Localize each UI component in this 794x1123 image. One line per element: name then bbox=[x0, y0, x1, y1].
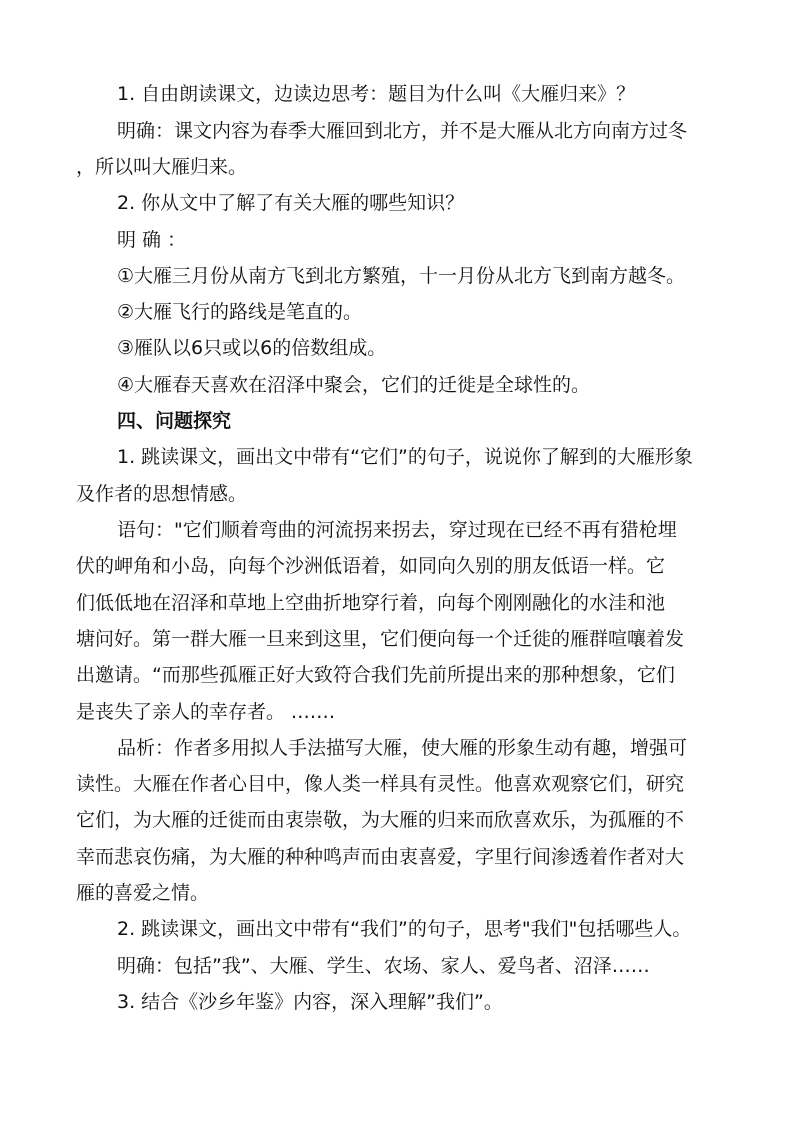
answer-1-line-2: ，所以叫大雁归来。 bbox=[76, 156, 248, 178]
analysis-line-4: 幸而悲哀伤痛，为大雁的种种鸣声而由衷喜爱，字里行间渗透着作者对大 bbox=[76, 846, 685, 868]
quote-line-1: 语句："它们顺着弯曲的河流拐来拐去，穿过现在已经不再有猎枪埋 bbox=[117, 519, 677, 541]
quote-line-5: 出邀请。“而那些孤雁正好大致符合我们先前所提出来的那种想象，它们 bbox=[76, 664, 675, 686]
quote-line-2: 伏的岬角和小岛，向每个沙洲低语着，如同向久别的朋友低语一样。它 bbox=[76, 555, 666, 577]
question-2: 2. 你从文中了解了有关大雁的哪些知识？ bbox=[117, 192, 465, 214]
analysis-line-3: 它们，为大雁的迁徙而由衷崇敬，为大雁的归来而欣喜欢乐，为孤雁的不 bbox=[76, 809, 685, 831]
answer-task-2: 明确：包括”我”、大雁、学生、农场、家人、爱鸟者、沼泽…… bbox=[117, 955, 650, 977]
fact-1: ①大雁三月份从南方飞到北方繁殖，十一月份从北方飞到南方越冬。 bbox=[117, 265, 686, 287]
question-1: 1. 自由朗读课文，边读边思考：题目为什么叫《大雁归来》？ bbox=[117, 83, 636, 105]
fact-2: ②大雁飞行的路线是笔直的。 bbox=[117, 301, 363, 323]
task-2: 2. 跳读课文，画出文中带有“我们”的句子，思考"我们"包括哪些人。 bbox=[117, 918, 692, 940]
fact-4: ④大雁春天喜欢在沼泽中聚会，它们的迁徙是全球性的。 bbox=[117, 374, 591, 396]
answer-1-line-1: 明确：课文内容为春季大雁回到北方，并不是大雁从北方向南方过冬 bbox=[117, 120, 688, 142]
quote-line-6: 是丧失了亲人的幸存者。 .…… bbox=[76, 701, 336, 723]
task-3: 3. 结合《沙乡年鉴》内容，深入理解”我们”。 bbox=[117, 991, 503, 1013]
quote-line-3: 们低低地在沼泽和草地上空曲折地穿行着，向每个刚刚融化的水洼和池 bbox=[76, 592, 666, 614]
task-1-line-2: 及作者的思想情感。 bbox=[76, 483, 248, 505]
analysis-line-5: 雁的喜爱之情。 bbox=[76, 882, 210, 904]
analysis-line-1: 品析：作者多用拟人手法描写大雁，使大雁的形象生动有趣，增强可 bbox=[117, 737, 688, 759]
section-heading: 四、问题探究 bbox=[117, 410, 232, 432]
fact-3: ③雁队以6只或以6的倍数组成。 bbox=[117, 337, 387, 359]
analysis-line-2: 读性。大雁在作者心目中，像人类一样具有灵性。他喜欢观察它们，研究 bbox=[76, 773, 685, 795]
answer-2-label: 明 确 ： bbox=[117, 229, 187, 251]
task-1-line-1: 1. 跳读课文，画出文中带有“它们”的句子，说说你了解到的大雁形象 bbox=[117, 446, 693, 468]
quote-line-4: 塘问好。第一群大雁一旦来到这里，它们便向每一个迁徙的雁群喧嚷着发 bbox=[76, 628, 685, 650]
